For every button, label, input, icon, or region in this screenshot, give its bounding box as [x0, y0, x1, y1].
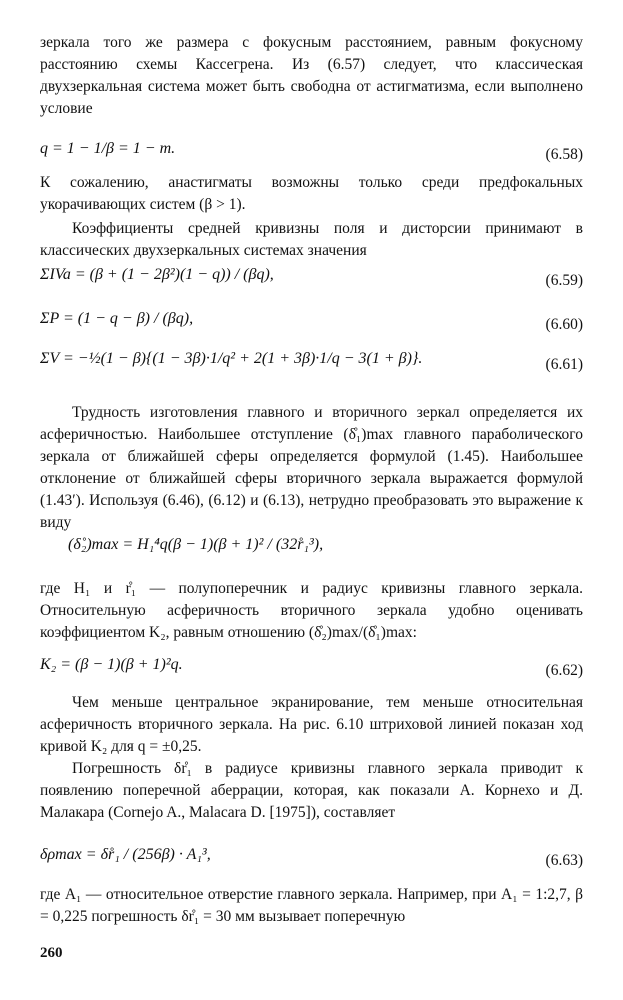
paragraph: Трудность изготовления главного и вторичного зеркал определяется их асферичностью. Наибольшее отступление (δ̊₁)max главного параболического зеркала от ближайшей сферы определяется формулой (1.45). Наибольшее отклонение от ближайшей сферы вторичного зеркала выражается формулой (1.43′). Используя (6.46), (6.12) и (6.13), нетрудно преобразовать это выражение к виду [40, 404, 583, 531]
equation-body: δρmax = δr̊₁ / (256β) · A₁³, [40, 846, 211, 863]
paragraph: где H₁ и r̊₁ — полупоперечник и радиус кривизны главного зеркала. Относительную асферичность вторичного зеркала удобно оценивать коэффициентом K₂, равным отношению (δ̊₂)max/(δ̊₁)max: [40, 580, 583, 641]
equation-6-58 [40, 140, 583, 170]
equation-6-59 [40, 266, 583, 296]
equation-number: (6.59) [545, 272, 583, 289]
equation-delta2 [40, 536, 583, 576]
equation-body: ΣV = −½(1 − β){(1 − 3β)·1/q² + 2(1 + 3β)·1/q − 3(1 + β)}. [40, 350, 423, 367]
page-number: 260 [40, 945, 63, 961]
paragraph: Погрешность δr̊₁ в радиусе кривизны главного зеркала приводит к появлению поперечной аберрации, которая, как показали А. Корнехо и Д. Малакара (Cornejo A., Malacara D. [1975]), составляет [40, 760, 583, 821]
equation-number: (6.63) [545, 852, 583, 869]
equation-6-61 [40, 350, 583, 380]
paragraph: Чем меньше центральное экранирование, тем меньше относительная асферичность вторичного зеркала. На рис. 6.10 штриховой линией показан ход кривой K₂ для q = ±0,25. [40, 694, 583, 755]
equation-body: ΣIVa = (β + (1 − 2β²)(1 − q)) / (βq), [40, 266, 274, 283]
paragraph: где A₁ — относительное отверстие главного зеркала. Например, при A₁ = 1:2,7, β = 0,225 погрешность δr̊₁ = 30 мм вызывает поперечную [40, 886, 583, 925]
equation-body: (δ̊₂)max = H₁⁴q(β − 1)(β + 1)² / (32r̊₁³), [68, 536, 324, 553]
paragraph: Коэффициенты средней кривизны поля и дисторсии принимают в классических двухзеркальных системах значения [40, 220, 583, 259]
equation-number: (6.61) [545, 356, 583, 373]
equation-body: ΣP = (1 − q − β) / (βq), [40, 310, 194, 327]
equation-number: (6.60) [545, 316, 583, 333]
equation-body: K₂ = (β − 1)(β + 1)²q. [40, 656, 183, 673]
equation-6-63 [40, 846, 583, 876]
equation-6-60 [40, 310, 583, 340]
equation-number: (6.62) [545, 662, 583, 679]
paragraph: К сожалению, анастигматы возможны только среди предфокальных укорачивающих систем (β > 1). [40, 174, 583, 213]
equation-number: (6.58) [545, 146, 583, 163]
equation-6-62 [40, 656, 583, 686]
paragraph: зеркала того же размера с фокусным расстоянием, равным фокусному расстоянию схемы Кассегрена. Из (6.57) следует, что классическая двухзеркальная система может быть свободна от астигматизма, если выполнено условие [40, 34, 583, 117]
equation-body: q = 1 − 1/β = 1 − m. [40, 140, 176, 157]
